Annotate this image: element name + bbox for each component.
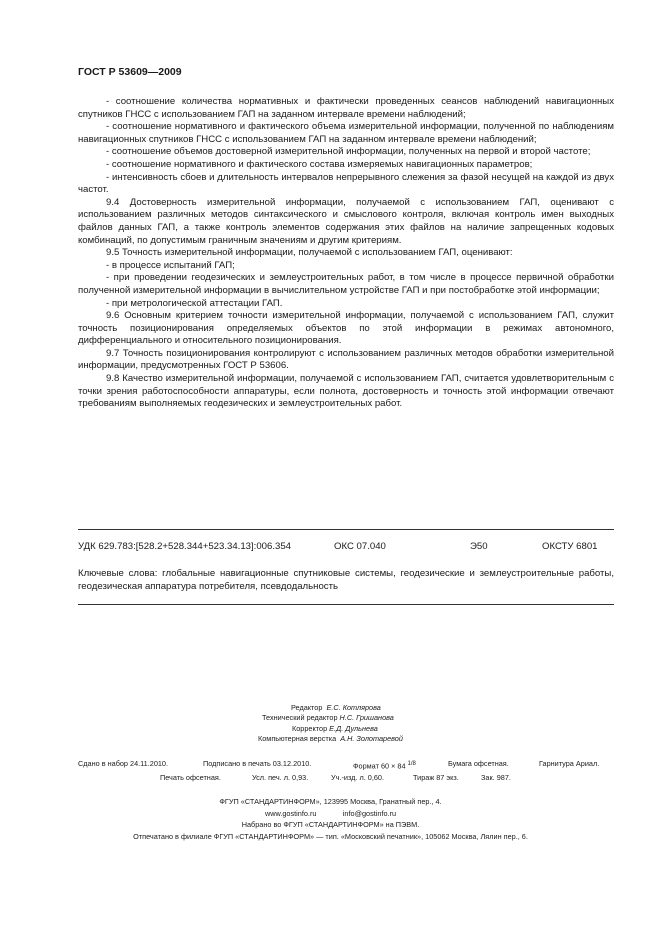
divider-top <box>78 529 614 530</box>
document-header: ГОСТ Р 53609—2009 <box>78 66 182 78</box>
divider-bottom <box>78 604 614 605</box>
credit-corrector: Корректор Е.Д. Дульнева <box>292 723 378 733</box>
body-paragraph: - соотношение количества нормативных и фактически проведенных сеансов наблюдений навигационных спутников ГНСС с использованием ГАП на заданном интервале времени наблюдений; <box>78 96 614 120</box>
body-paragraph: - соотношение нормативного и фактического состава измеряемых навигационных параметров; <box>106 158 533 170</box>
footer-printed: Отпечатано в филиале ФГУП «СТАНДАРТИНФОРМ» — тип. «Московский печатник», 105062 Москва, Лялин пер., 6. <box>133 831 528 841</box>
format-info: Формат 60 × 84 $^{1/8}$ <box>353 761 416 771</box>
body-paragraph: 9.5 Точность измерительной информации, получаемой с использованием ГАП, оценивают: <box>106 247 513 259</box>
credit-tech-editor: Технический редактор Н.С. Гришанова <box>262 713 394 723</box>
body-paragraph: 9.7 Точность позиционирования контролируют с использованием различных методов обработки измерительной информации, предусмотренных ГОСТ Р 53606. <box>78 347 614 372</box>
body-paragraph: 9.4 Достоверность измерительной информации, получаемой с использованием ГАП, оценивают с использованием различных методов синтаксического и смыслового контроля, включая контроль имен выходных файлов данных ГАП, а также контроль элементов содержания этих файлов на наличие запрещенных кодовых комбинаций, по допустимым граничным значениям и другим критериям. <box>78 196 614 246</box>
footer <box>0 796 661 842</box>
footer-address: ФГУП «СТАНДАРТИНФОРМ», 123995 Москва, Гранатный пер., 4. <box>219 797 442 806</box>
okstu-code: ОКСТУ 6801 <box>542 541 598 552</box>
footer-typeset: Набрано во ФГУП «СТАНДАРТИНФОРМ» на ПЭВМ. <box>241 820 420 829</box>
body-paragraph: - в процессе испытаний ГАП; <box>106 259 235 271</box>
body-paragraph: - при проведении геодезических и землеустроительных работ, в том числе в процессе первичной обработки полученной измерительной информации в вычислительном устройстве ГАП и при постобработке этой информации; <box>78 272 614 296</box>
e-code: Э50 <box>470 541 488 552</box>
body-paragraph: - при метрологической аттестации ГАП. <box>106 297 283 309</box>
body-text <box>78 96 614 411</box>
body-paragraph: - соотношение нормативного и фактического объема измерительной информации, полученной по наблюдениям навигационных спутников ГНСС с использованием ГАП на заданном интервале времени наблюдений; <box>78 121 614 145</box>
credit-layout: Компьютерная верстка А.Н. Золотаревой <box>258 734 403 744</box>
udk-code: УДК 629.783:[528.2+528.344+523.34.13]:006.354 <box>78 541 292 552</box>
keywords: Ключевые слова: глобальные навигационные спутниковые системы, геодезические и землеустроительные работы, геодезическая аппаратура потребителя, псевдодальность <box>78 568 614 592</box>
website-link[interactable]: www.gostinfo.ru <box>264 808 317 818</box>
body-paragraph: 9.8 Качество измерительной информации, получаемой с использованием ГАП, считается удовлетворительным с точки зрения работоспособности аппаратуры, если полнота, достоверность и точность этой информации отвечают требованиям выполняемых геодезических и землеустроительных работ. <box>78 373 614 410</box>
body-paragraph: - интенсивность сбоев и длительность интервалов непрерывного слежения за фазой несущей на каждой из двух частот. <box>78 171 614 196</box>
body-paragraph: - соотношение объемов достоверной измерительной информации, полученных на первой и второй частоте; <box>106 146 591 158</box>
oks-code: ОКС 07.040 <box>334 541 386 552</box>
email-link[interactable]: info@gostinfo.ru <box>342 808 397 818</box>
credit-editor: Редактор Е.С. Котлярова <box>291 703 381 712</box>
body-paragraph: 9.6 Основным критерием точности измерительной информации, получаемой с использованием ГАП, служит точность позиционирования определяемых объектов по этой информации в режимах автономного, дифференциального и относительного позиционирования. <box>78 310 614 347</box>
footer-links <box>0 808 661 820</box>
